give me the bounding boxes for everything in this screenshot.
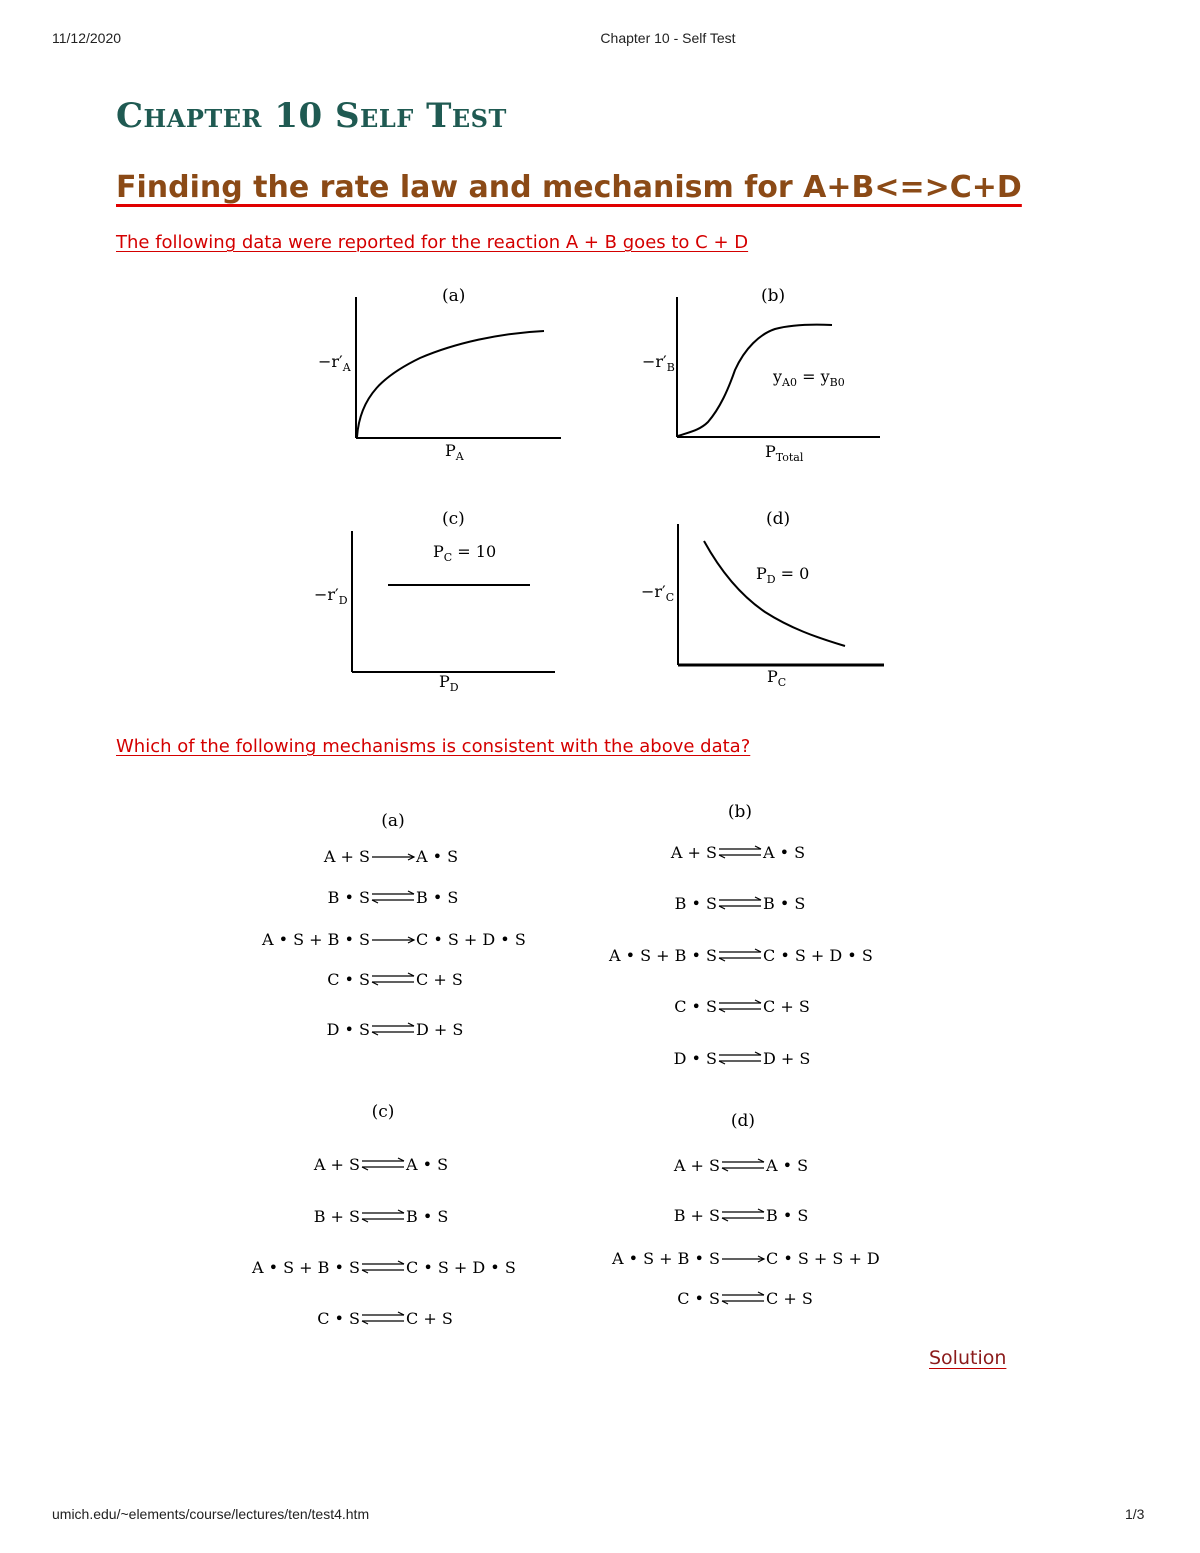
plot-a [318,286,561,463]
plot-a-curve [357,331,544,437]
step-reactants: D • S [326,1020,370,1039]
step-products: D + S [416,1020,464,1039]
step-products: A • S [763,843,806,862]
print-date: 11/12/2020 [52,30,122,46]
plot-b-label: (b) [761,286,786,306]
step-products: C + S [416,970,463,989]
mechanism-step [327,1020,464,1039]
step-reactants: A • S + B • S [261,930,370,949]
mechanism-step [670,843,805,862]
equilibrium-arrows-icon [722,1159,764,1171]
step-products: C • S + D • S [406,1258,516,1277]
plot-d-y-label: $-r'_C$ [641,582,675,604]
step-reactants: A + S [670,843,717,862]
mechanism-step [328,888,459,907]
step-products: A • S [406,1155,449,1174]
plot-b-y-label: $-r'_B$ [642,352,675,374]
mechanism-step [313,1155,448,1174]
plot-b-note: $y_{A0} = y_{B0}$ [773,367,845,389]
print-page-title: Chapter 10 - Self Test [600,30,736,46]
equilibrium-arrows-icon [719,897,761,909]
mechanism-b [608,802,873,1068]
step-products: C • S + S + D [766,1249,880,1268]
plot-c-label: (c) [442,509,465,529]
step-products: B • S [406,1207,449,1226]
equilibrium-arrows-icon [372,973,414,985]
step-reactants: A • S + B • S [251,1258,360,1277]
mechanism-step [673,1156,808,1175]
mechanism-c-label: (c) [371,1102,395,1122]
step-reactants: A + S [313,1155,360,1174]
mechanism-step [677,1289,813,1308]
mechanism-step [675,894,806,913]
step-products: C + S [406,1309,453,1328]
equilibrium-arrows-icon [719,949,761,961]
mechanism-c [251,1102,516,1328]
intro-text: The following data were reported for the reaction A + B goes to C + D [116,232,749,253]
step-reactants: C • S [327,970,370,989]
equilibrium-arrows-icon [362,1261,404,1273]
page-title: Chapter 10 Self Test [116,96,507,136]
plot-d-note: $P_D = 0$ [756,564,810,586]
step-reactants: C • S [317,1309,360,1328]
plot-b-x-label: $P_{Total}$ [765,442,804,464]
plot-d-x-label: $P_C$ [767,667,787,689]
mechanism-step [314,1207,449,1226]
equilibrium-arrows-icon [362,1312,404,1324]
plot-c-y-label: $-r'_D$ [314,585,348,607]
plot-d [641,509,884,689]
step-products: A • S [766,1156,809,1175]
step-reactants: B • S [327,888,370,907]
step-reactants: A + S [673,1156,720,1175]
mechanism-d [611,1111,880,1308]
page-number: 1/3 [1125,1506,1145,1522]
page-url: umich.edu/~elements/course/lectures/ten/test4.htm [52,1506,370,1522]
plot-a-y-label: $-r'_A$ [318,352,351,374]
mechanism-step [611,1249,880,1268]
step-products: C • S + D • S [416,930,526,949]
mechanism-a [261,811,526,1039]
mechanisms [251,802,880,1328]
mechanism-step [674,1206,809,1225]
mechanism-a-label: (a) [381,811,405,831]
plot-b [642,286,880,464]
step-products: B • S [766,1206,809,1225]
step-reactants: A • S + B • S [608,946,717,965]
step-products: C • S + D • S [763,946,873,965]
step-reactants: B • S [674,894,717,913]
forward-arrow-icon [372,937,414,943]
mechanism-step [251,1258,516,1277]
mechanism-step [327,970,463,989]
equilibrium-arrows-icon [372,891,414,903]
plot-d-label: (d) [766,509,791,529]
step-reactants: C • S [677,1289,720,1308]
step-reactants: D • S [673,1049,717,1068]
mechanism-b-label: (b) [727,802,753,822]
forward-arrow-icon [722,1256,764,1262]
step-products: C + S [766,1289,813,1308]
plot-c-x-label: $P_D$ [439,672,459,694]
step-products: D + S [763,1049,811,1068]
equilibrium-arrows-icon [362,1210,404,1222]
equilibrium-arrows-icon [372,1023,414,1035]
mechanism-d-label: (d) [730,1111,756,1131]
equilibrium-arrows-icon [719,1052,761,1064]
mechanism-step [317,1309,453,1328]
solution-link[interactable]: Solution [929,1347,1007,1369]
step-products: A • S [416,847,459,866]
equilibrium-arrows-icon [722,1209,764,1221]
question-text: Which of the following mechanisms is consistent with the above data? [116,736,751,757]
step-products: C + S [763,997,810,1016]
mechanism-step [674,1049,811,1068]
plot-d-curve [704,541,845,646]
step-reactants: B + S [673,1206,720,1225]
section-heading: Finding the rate law and mechanism for A+B<=>C+D [116,170,1022,205]
mechanism-step [323,847,458,866]
plot-c-note: $P_C = 10$ [433,542,497,564]
mechanism-step [261,930,526,949]
step-reactants: C • S [674,997,717,1016]
plot-c [314,509,555,694]
step-products: B • S [763,894,806,913]
step-reactants: B + S [313,1207,360,1226]
equilibrium-arrows-icon [719,846,761,858]
mechanism-step [674,997,810,1016]
forward-arrow-icon [372,854,414,860]
step-products: B • S [416,888,459,907]
equilibrium-arrows-icon [362,1158,404,1170]
mechanism-step [608,946,873,965]
equilibrium-arrows-icon [719,1000,761,1012]
plot-a-label: (a) [442,286,466,306]
plot-a-x-label: $P_A$ [445,441,464,463]
step-reactants: A • S + B • S [611,1249,720,1268]
step-reactants: A + S [323,847,370,866]
equilibrium-arrows-icon [722,1292,764,1304]
